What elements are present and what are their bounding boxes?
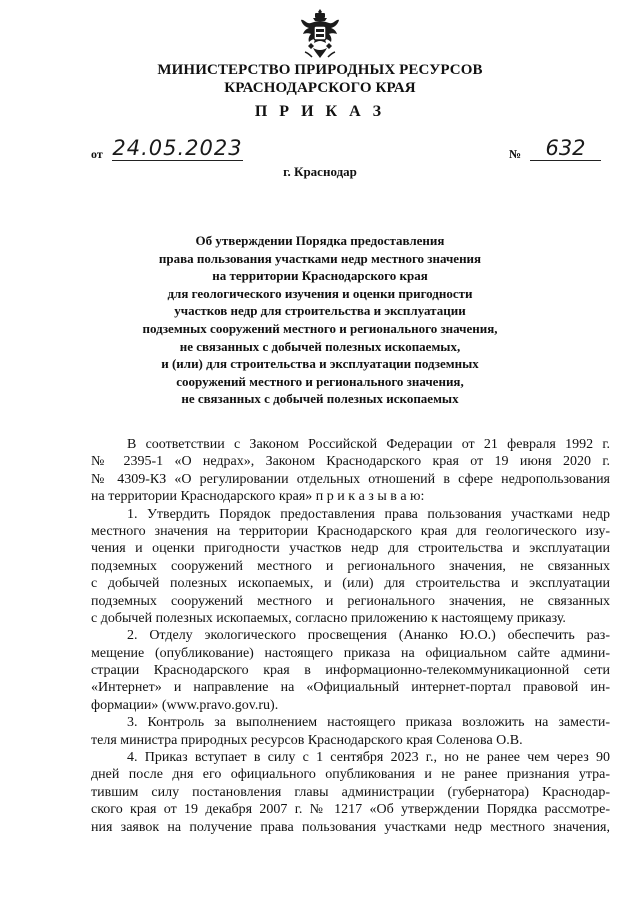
document-type: П Р И К А З: [254, 103, 386, 120]
document-body: [91, 436, 610, 836]
document-title: [120, 232, 520, 408]
body-line: 1. Утвердить Порядок предоставления права пользования участками недр: [127, 506, 610, 522]
body-line: 4. Приказ вступает в силу с 1 сентября 2023 г., но не ранее чем через 90: [127, 750, 610, 766]
title-line: сооружений местного и регионального значения,: [176, 373, 464, 389]
title-line: не связанных с добычей полезных ископаемых: [181, 391, 459, 407]
body-line: № 2395-1 «О недрах», Законом Краснодарского края от 19 июня 2020 г.: [91, 454, 610, 470]
body-line: с добычей полезных ископаемых, и (или) для строительства и эксплуатации: [91, 576, 610, 592]
body-line: ния заявок на получение права пользования участками недр местного значения,: [91, 819, 610, 835]
body-line: «Интернет» и направление на «Официальный интернет-портал правовой ин-: [91, 680, 610, 696]
title-line: для геологического изучения и оценки пригодности: [167, 285, 473, 301]
body-line: ского края от 19 декабря 2007 г. № 1217 «Об утверждении Порядка рассмотре-: [91, 802, 610, 818]
body-line: тившим силу постановления главы администрации (губернатора) Краснодар-: [91, 784, 610, 800]
ministry-name-line-1: МИНИСТЕРСТВО ПРИРОДНЫХ РЕСУРСОВ: [157, 62, 483, 78]
body-line: В соответствии с Законом Российской Федерации от 21 февраля 1992 г.: [127, 437, 610, 452]
body-line: мещение (опубликование) настоящего приказа на официальном сайте админи-: [91, 645, 610, 661]
body-line: подземных сооружений местного и регионального значения, не связанных: [91, 593, 610, 609]
body-line: дней после дня его официального опубликования и не ранее признания утра-: [91, 767, 610, 783]
number-label: №: [509, 147, 522, 161]
title-line: на территории Краснодарского края: [212, 268, 428, 284]
city: г. Краснодар: [283, 164, 357, 179]
ministry-name-line-2: КРАСНОДАРСКОГО КРАЯ: [224, 80, 416, 96]
coat-of-arms-icon: [299, 8, 341, 60]
body-line: страции Краснодарского края в информационно-телекоммуникационной сети: [91, 663, 610, 679]
body-line: формации» (www.pravo.gov.ru).: [91, 697, 279, 713]
body-line: местного значения на территории Краснодарского края для геологического изу-: [91, 523, 610, 539]
title-line: не связанных с добычей полезных ископаемых,: [179, 338, 461, 354]
title-line: Об утверждении Порядка предоставления: [195, 233, 445, 248]
handwritten-number: 632: [530, 136, 601, 161]
title-line: права пользования участками недр местного значения: [158, 250, 482, 266]
body-line: на территории Краснодарского края» п р и к а з ы в а ю:: [91, 489, 425, 505]
body-line: 3. Контроль за выполнением настоящего приказа возложить на замести-: [127, 715, 610, 731]
body-line: чения и оценки пригодности участков недр для строительства и эксплуатации: [91, 541, 610, 557]
body-line: № 4309-КЗ «О регулировании отдельных отношений в сфере недропользования: [91, 471, 610, 487]
body-line: подземных сооружений местного и регионального значения, не связанных: [91, 558, 610, 574]
body-line: с добычей полезных ископаемых, согласно приложению к настоящему приказу.: [91, 610, 566, 626]
body-line: 2. Отделу экологического просвещения (Ананко Ю.О.) обеспечить раз-: [127, 628, 610, 644]
date-label: от: [91, 147, 103, 161]
title-line: участков недр для строительства и эксплуатации: [174, 303, 466, 319]
handwritten-date: 24.05.2023: [112, 136, 243, 160]
title-line: и (или) для строительства и эксплуатации подземных: [161, 356, 479, 372]
body-line: теля министра природных ресурсов Краснодарского края Соленова О.В.: [91, 732, 523, 748]
title-line: подземных сооружений местного и регионального значения,: [142, 320, 498, 336]
